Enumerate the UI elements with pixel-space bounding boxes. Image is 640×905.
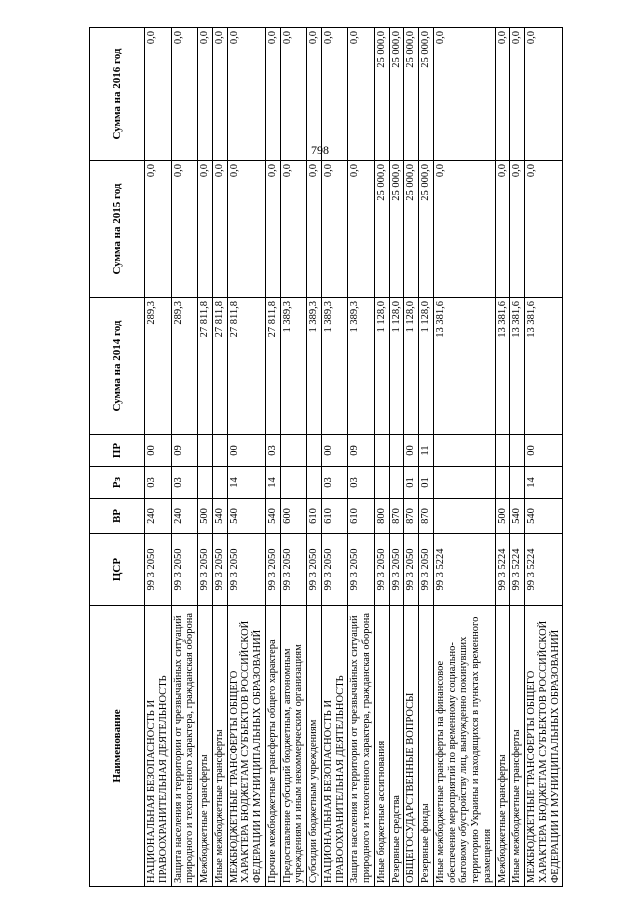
cell-rz: 03: [171, 467, 198, 499]
budget-table: [89, 27, 563, 887]
cell-sum-2015: 0,0: [510, 161, 525, 298]
cell-rz: 14: [227, 467, 265, 499]
cell-csr: 99 3 2050: [265, 534, 280, 606]
cell-sum-2015: 0,0: [280, 161, 307, 298]
cell-sum-2016: 0,0: [495, 28, 510, 161]
table-row: [171, 28, 198, 887]
cell-name: Иные межбюджетные трансферты: [510, 606, 525, 887]
cell-pr: [495, 435, 510, 467]
cell-csr: 99 3 5224: [495, 534, 510, 606]
cell-sum-2016: 0,0: [171, 28, 198, 161]
cell-sum-2014: 1 128,0: [374, 298, 389, 435]
cell-csr: 99 3 2050: [419, 534, 434, 606]
cell-rz: 14: [265, 467, 280, 499]
cell-sum-2014: 1 389,3: [307, 298, 322, 435]
cell-name: Прочие межбюджетные трансферты общего характера: [265, 606, 280, 887]
cell-sum-2015: 0,0: [198, 161, 213, 298]
table-row: [433, 28, 495, 887]
cell-rz: 14: [525, 467, 563, 499]
cell-rz: 03: [145, 467, 172, 499]
cell-vr: 600: [280, 499, 307, 534]
cell-sum-2014: 27 811,8: [265, 298, 280, 435]
cell-sum-2016: 25 000,0: [404, 28, 419, 161]
cell-vr: 500: [198, 499, 213, 534]
header-sum-2014: Сумма на 2014 год: [90, 298, 145, 435]
cell-vr: [433, 499, 495, 534]
header-pr: ПР: [90, 435, 145, 467]
cell-vr: 870: [404, 499, 419, 534]
cell-csr: 99 3 2050: [374, 534, 389, 606]
cell-sum-2015: 25 000,0: [404, 161, 419, 298]
cell-sum-2014: 289,3: [171, 298, 198, 435]
cell-csr: 99 3 5224: [525, 534, 563, 606]
cell-sum-2015: 25 000,0: [419, 161, 434, 298]
cell-sum-2016: 0,0: [510, 28, 525, 161]
cell-sum-2014: 1 389,3: [280, 298, 307, 435]
cell-name: Защита населения и территории от чрезвычайных ситуаций природного и техногенного характера, гражданская оборона: [348, 606, 375, 887]
cell-pr: 00: [145, 435, 172, 467]
cell-csr: 99 3 2050: [171, 534, 198, 606]
table-row: [198, 28, 213, 887]
cell-sum-2016: 25 000,0: [419, 28, 434, 161]
cell-rz: [212, 467, 227, 499]
cell-sum-2014: 27 811,8: [212, 298, 227, 435]
cell-pr: 00: [404, 435, 419, 467]
cell-sum-2015: 0,0: [227, 161, 265, 298]
cell-sum-2015: 0,0: [525, 161, 563, 298]
cell-sum-2014: 1 128,0: [389, 298, 404, 435]
cell-rz: 01: [419, 467, 434, 499]
cell-name: НАЦИОНАЛЬНАЯ БЕЗОПАСНОСТЬ И ПРАВООХРАНИТЕЛЬНАЯ ДЕЯТЕЛЬНОСТЬ: [145, 606, 172, 887]
table-body: [145, 28, 563, 887]
page-number: 798: [311, 143, 329, 157]
cell-pr: [212, 435, 227, 467]
cell-sum-2015: 0,0: [265, 161, 280, 298]
table-row: [525, 28, 563, 887]
cell-sum-2016: 0,0: [307, 28, 322, 161]
table-row: [510, 28, 525, 887]
cell-name: Субсидии бюджетным учреждениям: [307, 606, 322, 887]
cell-rz: 03: [348, 467, 375, 499]
header-csr: ЦСР: [90, 534, 145, 606]
cell-csr: 99 3 2050: [280, 534, 307, 606]
cell-rz: 01: [404, 467, 419, 499]
cell-sum-2016: 25 000,0: [374, 28, 389, 161]
cell-vr: 610: [348, 499, 375, 534]
cell-pr: 00: [321, 435, 348, 467]
cell-sum-2016: 0,0: [198, 28, 213, 161]
cell-name: Иные бюджетные ассигнования: [374, 606, 389, 887]
cell-sum-2015: 0,0: [433, 161, 495, 298]
cell-name: Предоставление субсидий бюджетным, автономным учреждениям и иным некоммерческим организациям: [280, 606, 307, 887]
cell-sum-2015: 0,0: [145, 161, 172, 298]
cell-vr: 870: [419, 499, 434, 534]
header-sum-2015: Сумма на 2015 год: [90, 161, 145, 298]
cell-csr: 99 3 2050: [145, 534, 172, 606]
table-row: [348, 28, 375, 887]
cell-sum-2014: 13 381,6: [525, 298, 563, 435]
cell-csr: 99 3 2050: [227, 534, 265, 606]
cell-sum-2016: 0,0: [145, 28, 172, 161]
cell-csr: 99 3 2050: [198, 534, 213, 606]
cell-vr: 240: [171, 499, 198, 534]
cell-sum-2015: 0,0: [212, 161, 227, 298]
table-row: [145, 28, 172, 887]
table-row: [321, 28, 348, 887]
cell-sum-2014: 13 381,6: [510, 298, 525, 435]
cell-sum-2015: 0,0: [307, 161, 322, 298]
cell-sum-2016: 0,0: [212, 28, 227, 161]
cell-rz: [389, 467, 404, 499]
cell-pr: 09: [171, 435, 198, 467]
cell-sum-2016: 25 000,0: [389, 28, 404, 161]
cell-pr: 11: [419, 435, 434, 467]
table-row: [374, 28, 389, 887]
table-row: [389, 28, 404, 887]
cell-sum-2014: 289,3: [145, 298, 172, 435]
cell-csr: 99 3 2050: [321, 534, 348, 606]
cell-name: МЕЖБЮДЖЕТНЫЕ ТРАНСФЕРТЫ ОБЩЕГО ХАРАКТЕРА БЮДЖЕТАМ СУБЪЕКТОВ РОССИЙСКОЙ ФЕДЕРАЦИИ И МУНИЦИПАЛЬНЫХ ОБРАЗОВАНИЙ: [525, 606, 563, 887]
header-rz: Рз: [90, 467, 145, 499]
cell-sum-2016: 0,0: [265, 28, 280, 161]
rotated-table-frame: [89, 28, 561, 887]
cell-vr: 240: [145, 499, 172, 534]
cell-sum-2016: 0,0: [348, 28, 375, 161]
cell-pr: 00: [227, 435, 265, 467]
cell-pr: [280, 435, 307, 467]
cell-name: Иные межбюджетные трансферты: [212, 606, 227, 887]
cell-sum-2014: 1 389,3: [348, 298, 375, 435]
cell-name: Межбюджетные трансферты: [495, 606, 510, 887]
cell-rz: [374, 467, 389, 499]
cell-sum-2015: 0,0: [171, 161, 198, 298]
cell-name: Защита населения и территории от чрезвычайных ситуаций природного и техногенного характера, гражданская оборона: [171, 606, 198, 887]
cell-vr: 610: [307, 499, 322, 534]
cell-rz: [307, 467, 322, 499]
cell-pr: [198, 435, 213, 467]
cell-sum-2014: 1 128,0: [419, 298, 434, 435]
cell-sum-2014: 13 381,6: [433, 298, 495, 435]
cell-pr: [307, 435, 322, 467]
cell-csr: 99 3 2050: [404, 534, 419, 606]
cell-name: НАЦИОНАЛЬНАЯ БЕЗОПАСНОСТЬ И ПРАВООХРАНИТЕЛЬНАЯ ДЕЯТЕЛЬНОСТЬ: [321, 606, 348, 887]
table-row: [212, 28, 227, 887]
cell-vr: 540: [510, 499, 525, 534]
cell-name: Межбюджетные трансферты: [198, 606, 213, 887]
cell-rz: [280, 467, 307, 499]
cell-vr: 540: [227, 499, 265, 534]
cell-sum-2014: 13 381,6: [495, 298, 510, 435]
cell-pr: 03: [265, 435, 280, 467]
rotated-table-container: [89, 28, 561, 887]
cell-rz: [198, 467, 213, 499]
cell-sum-2015: 25 000,0: [389, 161, 404, 298]
table-row: [404, 28, 419, 887]
cell-sum-2014: 27 811,8: [198, 298, 213, 435]
cell-sum-2016: 0,0: [525, 28, 563, 161]
cell-sum-2015: 0,0: [321, 161, 348, 298]
cell-pr: [433, 435, 495, 467]
cell-name: МЕЖБЮДЖЕТНЫЕ ТРАНСФЕРТЫ ОБЩЕГО ХАРАКТЕРА БЮДЖЕТАМ СУБЪЕКТОВ РОССИЙСКОЙ ФЕДЕРАЦИИ И МУНИЦИПАЛЬНЫХ ОБРАЗОВАНИЙ: [227, 606, 265, 887]
table-row: [227, 28, 265, 887]
cell-name: ОБЩЕГОСУДАРСТВЕННЫЕ ВОПРОСЫ: [404, 606, 419, 887]
cell-pr: [389, 435, 404, 467]
cell-rz: [510, 467, 525, 499]
cell-name: Иные межбюджетные трансферты на финансовое обеспечение мероприятий по временному социально-бытовому обустройству лиц, вынужденно покинувших территорию Украины и находящихся в пунктах временного размещения: [433, 606, 495, 887]
cell-csr: 99 3 2050: [389, 534, 404, 606]
table-header-row: [90, 28, 145, 887]
cell-pr: 09: [348, 435, 375, 467]
cell-rz: [433, 467, 495, 499]
cell-sum-2016: 0,0: [280, 28, 307, 161]
cell-sum-2016: 0,0: [227, 28, 265, 161]
cell-csr: 99 3 2050: [307, 534, 322, 606]
cell-vr: 540: [525, 499, 563, 534]
cell-vr: 540: [212, 499, 227, 534]
cell-sum-2015: 0,0: [348, 161, 375, 298]
table-row: [280, 28, 307, 887]
cell-sum-2016: 0,0: [433, 28, 495, 161]
cell-csr: 99 3 5224: [433, 534, 495, 606]
cell-vr: 800: [374, 499, 389, 534]
cell-sum-2016: 0,0: [321, 28, 348, 161]
cell-csr: 99 3 2050: [348, 534, 375, 606]
table-row: [419, 28, 434, 887]
cell-pr: 00: [525, 435, 563, 467]
cell-sum-2015: 25 000,0: [374, 161, 389, 298]
cell-vr: 540: [265, 499, 280, 534]
cell-csr: 99 3 2050: [212, 534, 227, 606]
table-row: [307, 28, 322, 887]
cell-vr: 870: [389, 499, 404, 534]
cell-vr: 500: [495, 499, 510, 534]
header-sum-2016: Сумма на 2016 год: [90, 28, 145, 161]
header-vr: ВР: [90, 499, 145, 534]
cell-csr: 99 3 5224: [510, 534, 525, 606]
cell-sum-2014: 1 389,3: [321, 298, 348, 435]
cell-sum-2014: 1 128,0: [404, 298, 419, 435]
cell-pr: [510, 435, 525, 467]
table-row: [265, 28, 280, 887]
cell-pr: [374, 435, 389, 467]
cell-vr: 610: [321, 499, 348, 534]
cell-sum-2014: 27 811,8: [227, 298, 265, 435]
cell-rz: [495, 467, 510, 499]
table-row: [495, 28, 510, 887]
header-name: Наименование: [90, 606, 145, 887]
cell-sum-2015: 0,0: [495, 161, 510, 298]
cell-rz: 03: [321, 467, 348, 499]
cell-name: Резервные средства: [389, 606, 404, 887]
cell-name: Резервные фонды: [419, 606, 434, 887]
